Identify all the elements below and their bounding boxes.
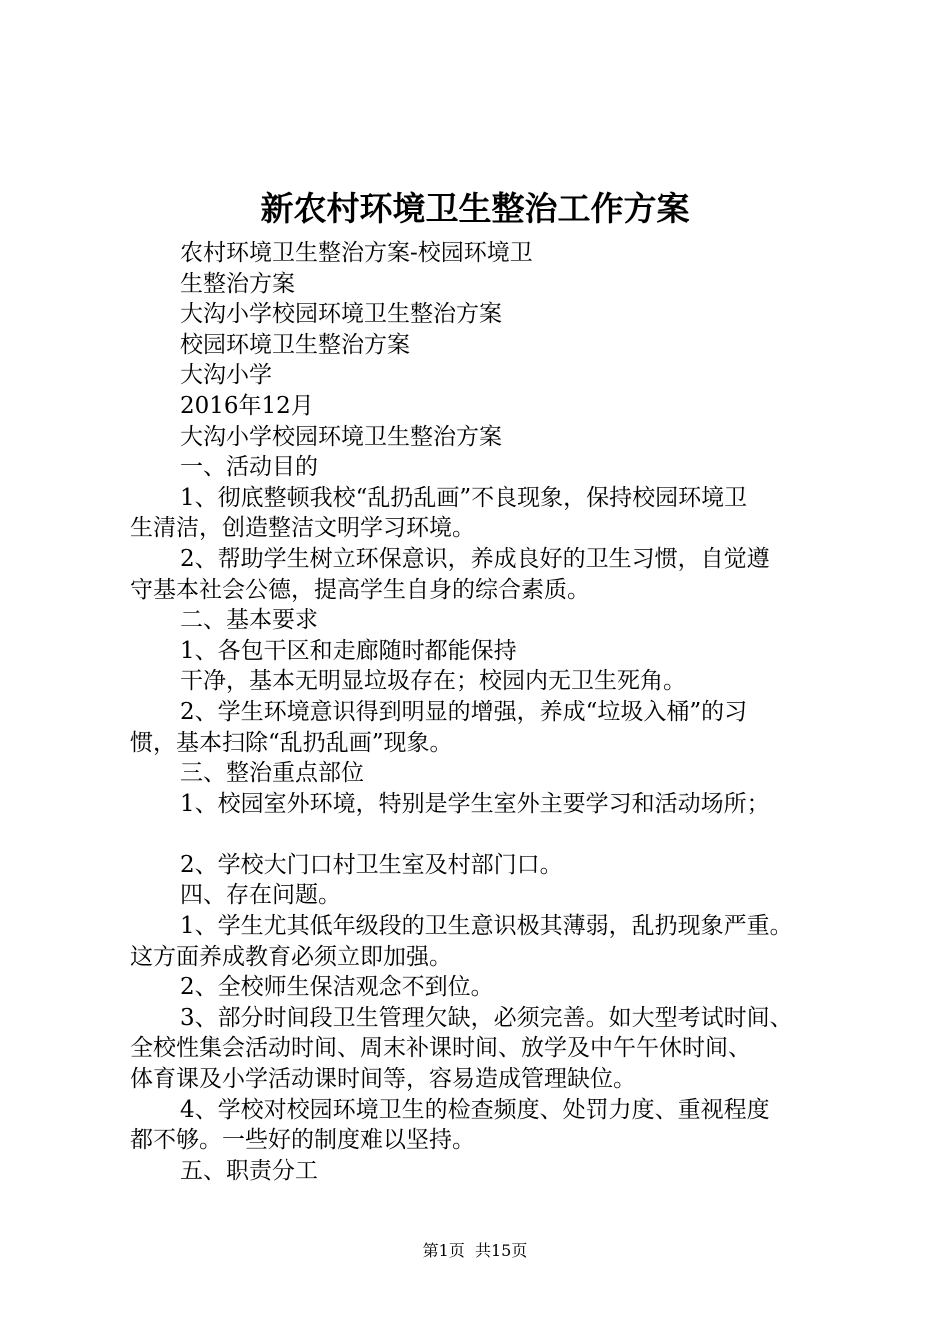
- body-line: 1、各包干区和走廊随时都能保持: [180, 637, 517, 664]
- body-line: 1、校园室外环境，特别是学生室外主要学习和活动场所；: [180, 790, 770, 817]
- body-line: 体育课及小学活动课时间等，容易造成管理缺位。: [130, 1066, 636, 1093]
- body-line: 校园环境卫生整治方案: [180, 331, 410, 358]
- body-line: 生整治方案: [180, 270, 295, 297]
- body-line: 1、彻底整顿我校“乱扔乱画”不良现象，保持校园环境卫: [180, 484, 748, 511]
- body-line: 2、学校大门口村卫生室及村部门口。: [180, 851, 563, 878]
- body-line: 干净，基本无明显垃圾存在；校园内无卫生死角。: [180, 668, 686, 695]
- body-line: 2、帮助学生树立环保意识，养成良好的卫生习惯，自觉遵: [180, 545, 770, 572]
- body-line: 2016年12月: [180, 392, 314, 419]
- body-line: 都不够。一些好的制度难以坚持。: [130, 1127, 475, 1154]
- body-line: 大沟小学校园环境卫生整治方案: [180, 301, 502, 328]
- section-heading: 一、活动目的: [180, 454, 318, 481]
- body-line: 生清洁，创造整洁文明学习环境。: [130, 515, 475, 542]
- body-line: 这方面养成教育必须立即加强。: [130, 943, 452, 970]
- body-line: 惯，基本扫除“乱扔乱画”现象。: [130, 729, 453, 756]
- body-line: 大沟小学校园环境卫生整治方案: [180, 423, 502, 450]
- section-heading: 二、基本要求: [180, 607, 318, 634]
- body-line: 守基本社会公德，提高学生自身的综合素质。: [130, 576, 590, 603]
- body-line: 1、学生尤其低年级段的卫生意识极其薄弱，乱扔现象严重。: [180, 913, 793, 940]
- section-heading: 四、存在问题。: [180, 882, 341, 909]
- body-line: 2、学生环境意识得到明显的增强，养成“垃圾入桶”的习: [180, 698, 748, 725]
- body-line: 2、全校师生保洁观念不到位。: [180, 974, 494, 1001]
- body-line: 4、学校对校园环境卫生的检查频度、处罚力度、重视程度: [180, 1096, 770, 1123]
- body-line: 3、部分时间段卫生管理欠缺，必须完善。如大型考试时间、: [180, 1004, 793, 1031]
- body-line: 农村环境卫生整治方案-校园环境卫: [180, 240, 533, 266]
- blank-line: [130, 819, 850, 850]
- section-heading: 五、职责分工: [180, 1157, 318, 1184]
- section-heading: 三、整治重点部位: [180, 760, 364, 787]
- body-line: 大沟小学: [180, 362, 272, 389]
- body-line: 全校性集会活动时间、周末补课时间、放学及中午午休时间、: [130, 1035, 751, 1062]
- document-title: 新农村环境卫生整治工作方案: [260, 189, 690, 228]
- document-body: [130, 238, 850, 1186]
- page-number-footer: 第1页 共15页: [422, 1241, 528, 1260]
